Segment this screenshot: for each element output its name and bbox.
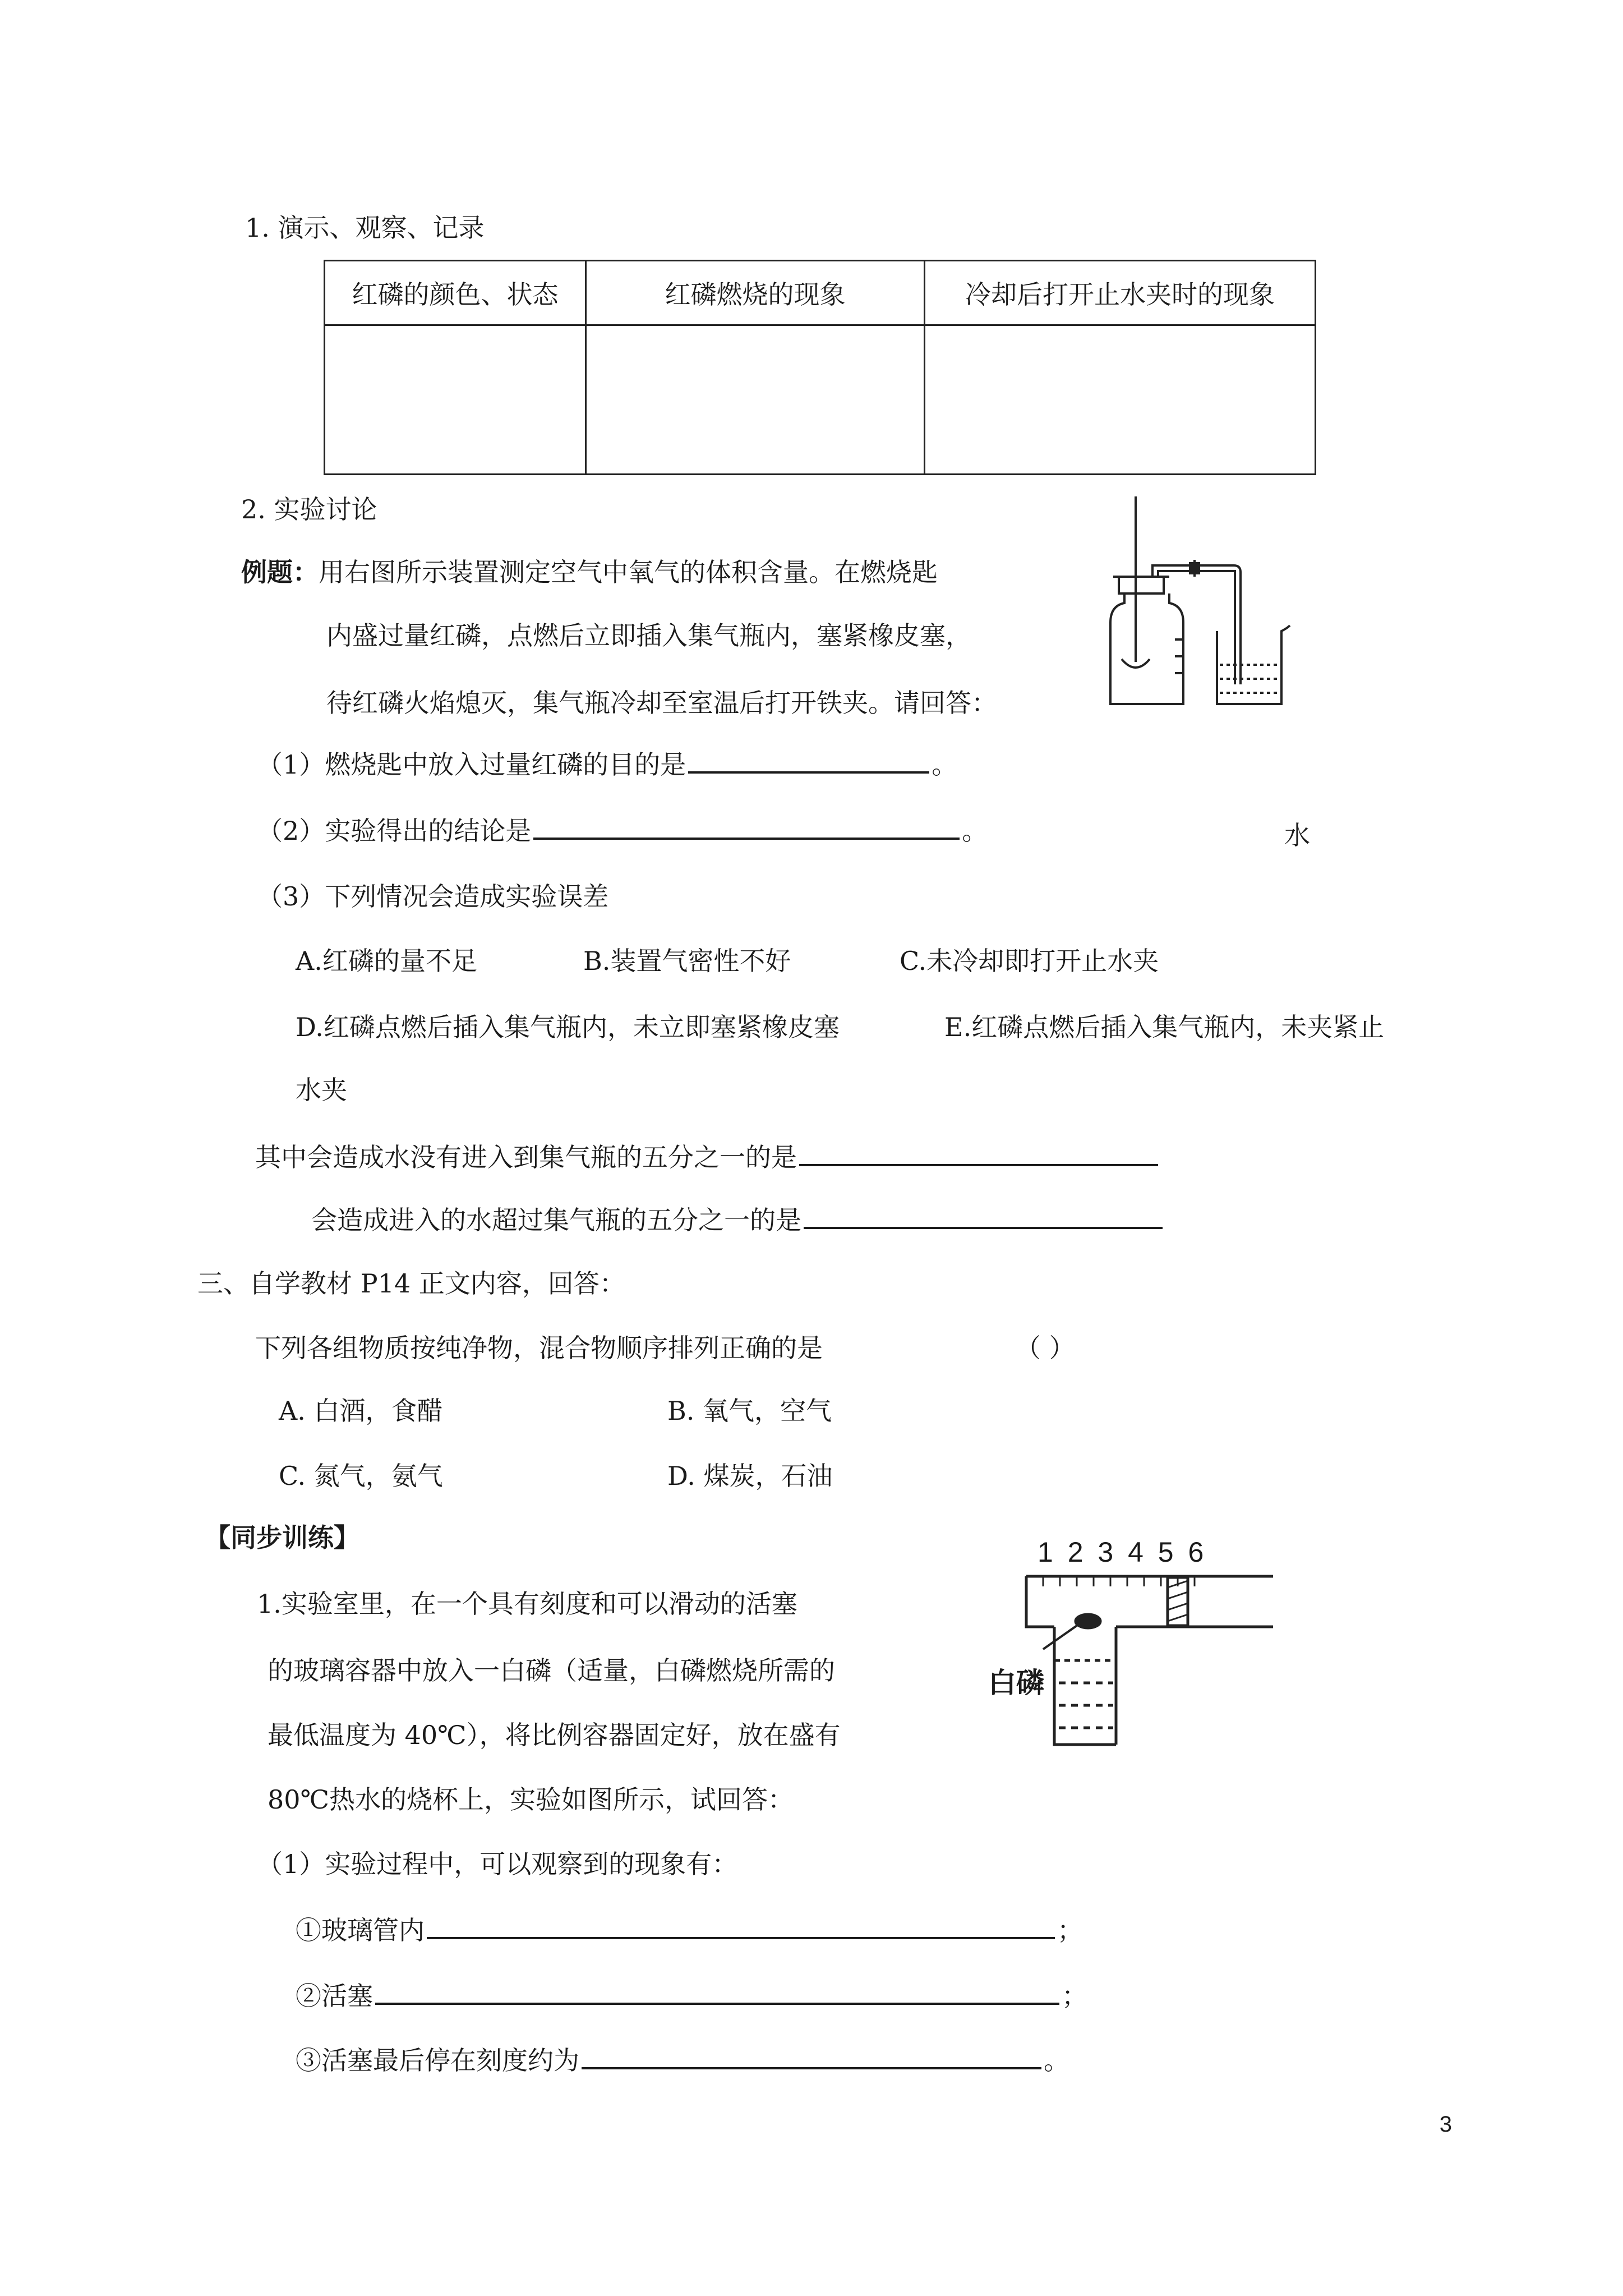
scale-numbers: 1 2 3 4 5 6 [1038, 1536, 1207, 1568]
training-q1: （1）实验过程中，可以观察到的现象有： [257, 1849, 738, 1879]
option-b: B. 氧气，空气 [667, 1396, 832, 1426]
question-text: （1）燃烧匙中放入过量红磷的目的是 [257, 749, 686, 780]
question-3: （3）下列情况会造成实验误差 [257, 881, 609, 912]
option-e: E.红磷点燃后插入集气瓶内，未夹紧止 [944, 1012, 1385, 1042]
question-1 [257, 749, 958, 780]
option-e-continued: 水夹 [296, 1075, 347, 1105]
answer-blank[interactable] [582, 2067, 1041, 2069]
training-line: 80℃热水的烧杯上，实验如图所示，试回答： [268, 1784, 794, 1815]
training-line: 的玻璃容器中放入一白磷（适量，白磷燃烧所需的 [268, 1655, 835, 1686]
answer-paren[interactable]: （ ） [1015, 1333, 1075, 1363]
answer-blank[interactable] [804, 1226, 1163, 1229]
fill-question-2 [311, 1207, 1165, 1233]
item-text: ②活塞 [296, 1981, 373, 2011]
section3-title: 三、自学教材 P14 正文内容，回答： [197, 1268, 625, 1299]
answer-blank[interactable] [427, 1936, 1055, 1939]
piston-figure [1021, 1565, 1279, 1750]
table-cell[interactable] [325, 325, 586, 475]
option-a: A. 白酒，食醋 [279, 1396, 443, 1426]
training-line: 最低温度为 40℃），将比例容器固定好，放在盛有 [268, 1720, 841, 1750]
item-3 [296, 2045, 1069, 2076]
table-header: 冷却后打开止水夹时的现象 [925, 261, 1316, 325]
record-table [324, 260, 1316, 475]
item-end: 。 [1044, 2045, 1069, 2076]
question-text: （2）实验得出的结论是 [257, 816, 532, 846]
item-1 [296, 1917, 1083, 1943]
answer-blank[interactable] [533, 837, 960, 840]
option-d: D.红磷点燃后插入集气瓶内，未立即塞紧橡皮塞 [296, 1012, 840, 1042]
question-2 [257, 818, 988, 844]
option-d: D. 煤炭，石油 [667, 1461, 833, 1491]
example-line: 待红磷火焰熄灭，集气瓶冷却至室温后打开铁夹。请回答： [326, 688, 997, 718]
question-text: 其中会造成水没有进入到集气瓶的五分之一的是 [255, 1142, 797, 1172]
option-c: C.未冷却即打开止水夹 [900, 946, 1159, 976]
white-phosphorus-label: 白磷 [988, 1667, 1044, 1699]
fill-question-1 [255, 1144, 1160, 1170]
answer-blank[interactable] [375, 2002, 1059, 2005]
table-header: 红磷燃烧的现象 [586, 261, 925, 325]
question-end: 。 [932, 749, 958, 780]
option-a: A.红磷的量不足 [296, 946, 477, 976]
question-text: 会造成进入的水超过集气瓶的五分之一的是 [311, 1205, 801, 1235]
item-end: ； [1057, 1915, 1083, 1945]
option-c: C. 氮气，氨气 [279, 1461, 443, 1491]
table-header: 红磷的颜色、状态 [325, 261, 586, 325]
example-paragraph [241, 559, 938, 585]
training-title: 【同步训练】 [205, 1522, 359, 1553]
item-text: ③活塞最后停在刻度约为 [296, 2045, 579, 2076]
figure-label-water: 水 [1284, 820, 1310, 850]
example-line: 内盛过量红磷，点燃后立即插入集气瓶内，塞紧橡皮塞， [326, 620, 971, 651]
page-number: 3 [1439, 2112, 1452, 2137]
item-text: ①玻璃管内 [296, 1915, 425, 1945]
table-cell[interactable] [925, 325, 1316, 475]
item-end: ； [1062, 1981, 1087, 2011]
apparatus-figure [1099, 494, 1312, 712]
answer-blank[interactable] [799, 1163, 1158, 1166]
answer-blank[interactable] [688, 771, 929, 774]
training-line: 1.实验室里，在一个具有刻度和可以滑动的活塞 [257, 1589, 797, 1619]
section2-title: 2. 实验讨论 [241, 494, 377, 524]
section3-question: 下列各组物质按纯净物，混合物顺序排列正确的是 [255, 1333, 823, 1363]
example-line: 用右图所示装置测定空气中氧气的体积含量。在燃烧匙 [319, 557, 938, 587]
item-2 [296, 1983, 1087, 2009]
section1-title: 1. 演示、观察、记录 [245, 213, 485, 243]
table-cell[interactable] [586, 325, 925, 475]
option-b: B.装置气密性不好 [583, 946, 791, 976]
example-label: 例题： [241, 557, 319, 587]
question-end: 。 [962, 816, 988, 846]
